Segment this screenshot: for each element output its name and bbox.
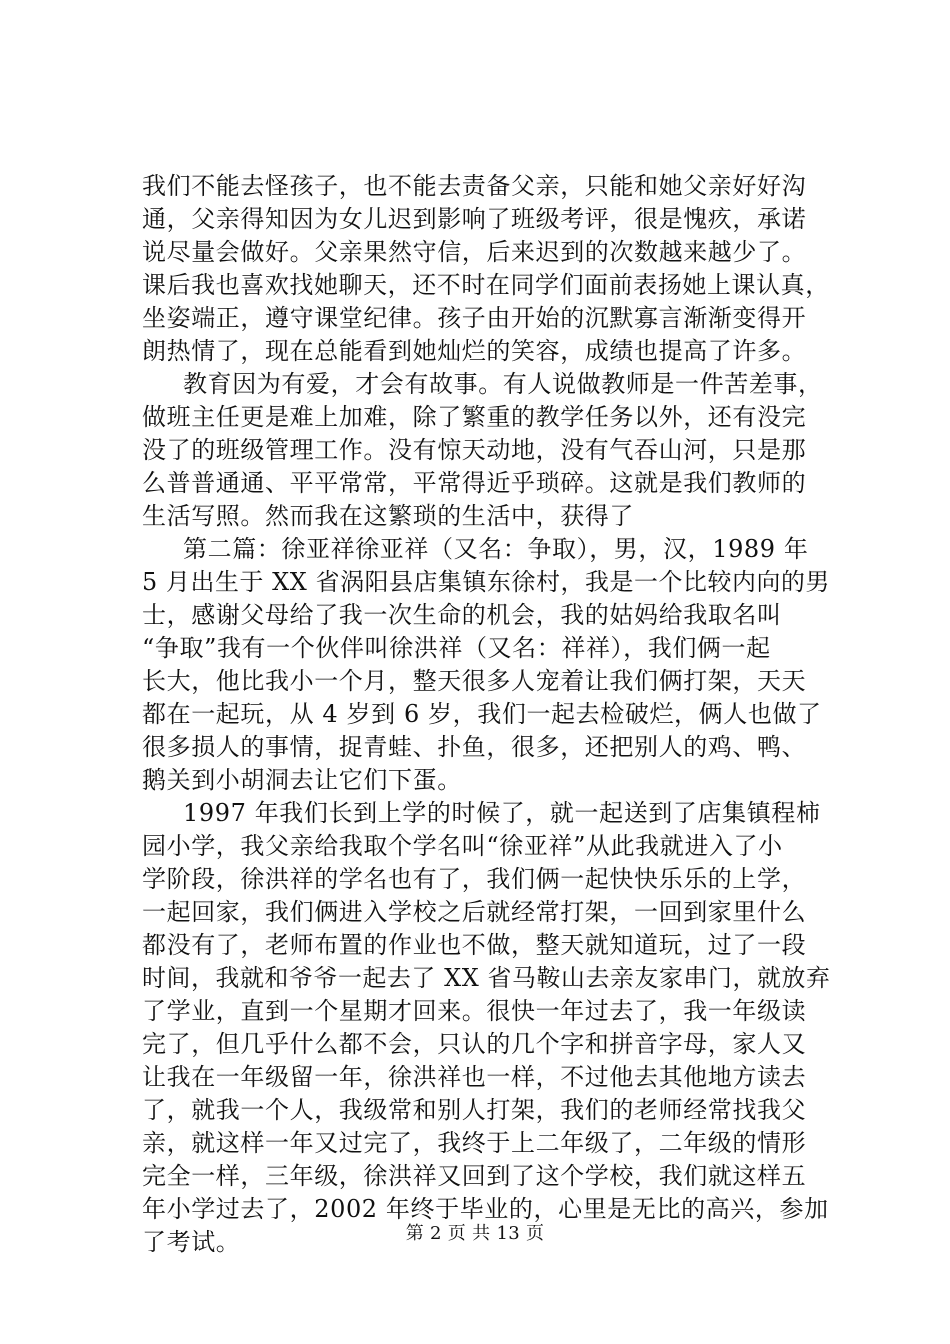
text-line: 都没有了，老师布置的作业也不做，整天就知道玩，过了一段 [142,931,807,959]
text-line: 了考试。 [142,1228,241,1256]
text-line: 说尽量会做好。父亲果然守信，后来迟到的次数越来越少了。 [142,238,807,266]
text-line: 学阶段，徐洪祥的学名也有了，我们俩一起快快乐乐的上学， [142,865,807,893]
text-line: 完全一样，三年级，徐洪祥又回到了这个学校，我们就这样五 [142,1162,807,1190]
text-line: 鹅关到小胡洞去让它们下蛋。 [142,766,462,794]
text-line: 生活写照。然而我在这繁琐的生活中，获得了 [142,502,634,530]
document-body [142,170,830,1259]
text-line: 第二篇：徐亚祥徐亚祥（又名：争取），男，汉，1989 年 [183,535,809,563]
text-line: 时间，我就和爷爷一起去了 XX 省马鞍山去亲友家串门，就放弃 [142,964,831,992]
text-line: 园小学，我父亲给我取个学名叫“徐亚祥”从此我就进入了小 [142,832,783,860]
text-line: 了学业，直到一个星期才回来。很快一年过去了，我一年级读 [142,997,807,1025]
text-line: 么普普通通、平平常常，平常得近乎琐碎。这就是我们教师的 [142,469,807,497]
text-line: 1997 年我们长到上学的时候了，就一起送到了店集镇程柿 [183,799,821,827]
text-line: 亲，就这样一年又过完了，我终于上二年级了，二年级的情形 [142,1129,807,1157]
text-line: 年小学过去了，2002 年终于毕业的，心里是无比的高兴，参加 [142,1195,829,1223]
text-line: 都在一起玩，从 4 岁到 6 岁，我们一起去检破烂，俩人也做了 [142,700,822,728]
text-line: 让我在一年级留一年，徐洪祥也一样，不过他去其他地方读去 [142,1063,807,1091]
text-line: “争取”我有一个伙伴叫徐洪祥（又名：祥祥），我们俩一起 [142,634,771,662]
text-line: 很多损人的事情，捉青蛙、扑鱼，很多，还把别人的鸡、鸭、 [142,733,807,761]
text-line: 士，感谢父母给了我一次生命的机会，我的姑妈给我取名叫 [142,601,782,629]
text-line: 通，父亲得知因为女儿迟到影响了班级考评，很是愧疚，承诺 [142,205,807,233]
text-line: 完了，但几乎什么都不会，只认的几个字和拼音字母，家人又 [142,1030,807,1058]
text-line: 没了的班级管理工作。没有惊天动地，没有气吞山河，只是那 [142,436,807,464]
text-line: 教育因为有爱，才会有故事。有人说做教师是一件苦差事， [183,370,823,398]
text-line: 课后我也喜欢找她聊天，还不时在同学们面前表扬她上课认真， [142,271,830,299]
text-line: 做班主任更是难上加难，除了繁重的教学任务以外，还有没完 [142,403,807,431]
text-line: 朗热情了，现在总能看到她灿烂的笑容，成绩也提高了许多。 [142,337,807,365]
text-line: 了，就我一个人，我级常和别人打架，我们的老师经常找我父 [142,1096,807,1124]
text-line: 我们不能去怪孩子，也不能去责备父亲，只能和她父亲好好沟 [142,172,807,200]
text-line: 一起回家，我们俩进入学校之后就经常打架，一回到家里什么 [142,898,807,926]
text-line: 坐姿端正，遵守课堂纪律。孩子由开始的沉默寡言渐渐变得开 [142,304,807,332]
text-line: 5 月出生于 XX 省涡阳县店集镇东徐村，我是一个比较内向的男 [142,568,830,596]
page-footer: 第 2 页 共 13 页 [405,1223,545,1244]
text-line: 长大，他比我小一个月，整天很多人宠着让我们俩打架，天天 [142,667,807,695]
